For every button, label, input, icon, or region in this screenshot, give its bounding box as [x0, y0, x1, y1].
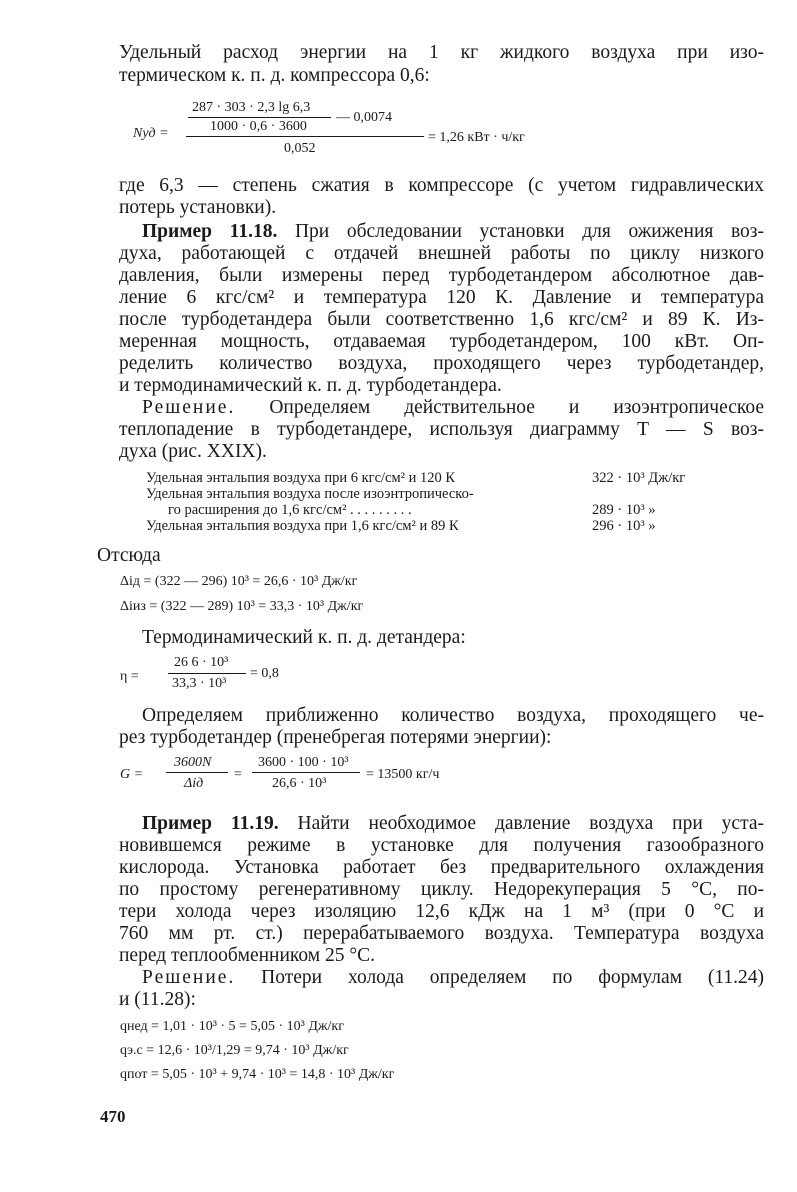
approx-line-1: Определяем приближенно количество воздуха, проходящего че-: [142, 705, 764, 726]
table-row-4-value: 296 · 10³ »: [592, 518, 656, 534]
solution-19-line-1: [142, 967, 764, 989]
table-row-1-value: 322 · 10³ Дж/кг: [592, 470, 686, 486]
g-numerator-2: 3600 · 100 · 10³: [258, 755, 349, 770]
g-fraction-bar-1: [166, 772, 228, 773]
page-number: 470: [100, 1107, 126, 1126]
solution-18-line-2: теплопадение в турбодетандере, используя диаграмму T — S воз-: [119, 419, 764, 440]
formula-nud-lhs: Nуд =: [133, 126, 169, 141]
g-lhs: G =: [120, 767, 144, 782]
g-denominator-1: Δiд: [184, 776, 204, 791]
formula-nud-outer-den: 0,052: [284, 141, 316, 156]
solution-19-line-2: и (11.28):: [119, 989, 196, 1010]
eta-result: = 0,8: [250, 666, 279, 681]
thermo-efficiency-text: Термодинамический к. п. д. детандера:: [142, 627, 466, 648]
g-denominator-2: 26,6 · 10³: [272, 776, 327, 791]
formula-nud-inner-den: 1000 · 0,6 · 3600: [210, 119, 307, 134]
example-18-line-6: меренная мощность, отдаваемая турбодетандером, 100 кВт. Оп-: [119, 331, 764, 352]
g-numerator-1: 3600N: [174, 755, 212, 770]
table-row-4-label: Удельная энтальпия воздуха при 1,6 кгс/см² и 89 К: [146, 518, 459, 534]
equation-q-ned: qнед = 1,01 · 10³ · 5 = 5,05 · 10³ Дж/кг: [120, 1019, 344, 1034]
solution-19-text-1: Потери холода определяем по формулам (11.24): [261, 967, 764, 988]
solution-19-label: Решение.: [142, 967, 236, 988]
eta-numerator: 26 6 · 10³: [174, 655, 229, 670]
formula-nud-outer-bar: [186, 136, 424, 137]
g-result: = 13500 кг/ч: [366, 767, 440, 782]
solution-18-line-1: [142, 397, 764, 419]
formula-nud-minus: — 0,0074: [336, 110, 392, 125]
example-18-line-7: ределить количество воздуха, проходящего через турбодетандер,: [119, 353, 764, 374]
example-19-text-1: Найти необходимое давление воздуха при уста-: [297, 813, 764, 834]
formula-nud-inner-num: 287 · 303 · 2,3 lg 6,3: [192, 100, 311, 115]
example-18-line-2: духа, работающей с отдачей внешней работы по циклу низкого: [119, 243, 764, 264]
table-row-3-value: 289 · 10³ »: [592, 502, 656, 518]
table-row-3-label: го расширения до 1,6 кгс/см² . . . . . . . . .: [168, 502, 412, 518]
example-18-line-5: после турбодетандера были соответственно 1,6 кгс/см² и 89 К. Из-: [119, 309, 764, 330]
solution-18-label: Решение.: [142, 397, 236, 418]
intro-line-1: Удельный расход энергии на 1 кг жидкого воздуха при изо-: [119, 42, 764, 63]
table-row-1-label: Удельная энтальпия воздуха при 6 кгс/см² и 120 К: [146, 470, 456, 486]
solution-18-line-3: духа (рис. XXIX).: [119, 441, 267, 462]
equation-delta-i-iz: Δiиз = (322 — 289) 10³ = 33,3 · 10³ Дж/кг: [120, 599, 364, 614]
approx-line-2: рез турбодетандер (пренебрегая потерями энергии):: [119, 727, 552, 748]
example-19-line-1: [142, 813, 764, 835]
formula-nud-result: = 1,26 кВт · ч/кг: [428, 130, 525, 145]
formula-nud-inner-bar: [188, 117, 331, 118]
example-19-line-7: перед теплообменником 25 °С.: [119, 945, 376, 966]
g-equals: =: [234, 767, 242, 782]
example-18-line-8: и термодинамический к. п. д. турбодетандера.: [119, 375, 502, 396]
example-18-line-1: [142, 221, 764, 243]
solution-18-text-1: Определяем действительное и изоэнтропическое: [269, 397, 765, 418]
g-fraction-bar-2: [252, 772, 360, 773]
where-line-2: потерь установки).: [119, 197, 277, 218]
equation-q-pot: qпот = 5,05 · 10³ + 9,74 · 10³ = 14,8 · 10³ Дж/кг: [120, 1067, 395, 1082]
intro-line-2: термическом к. п. д. компрессора 0,6:: [119, 65, 430, 86]
eta-fraction-bar: [168, 673, 246, 674]
example-19-line-6: 760 мм рт. ст.) перерабатываемого воздуха. Температура воздуха: [119, 923, 764, 944]
example-19-line-2: новившемся режиме в установке для получения газообразного: [119, 835, 764, 856]
example-18-title: Пример 11.18.: [142, 221, 278, 242]
example-19-line-5: тери холода через изоляцию 12,6 кДж на 1 м³ (при 0 °С и: [119, 901, 764, 922]
example-19-title: Пример 11.19.: [142, 813, 279, 834]
table-row-2-label: Удельная энтальпия воздуха после изоэнтропическо-: [146, 486, 474, 502]
example-19-line-3: кислорода. Установка работает без предварительного охлаждения: [119, 857, 764, 878]
example-18-line-3: давления, были измерены перед турбодетандером абсолютное дав-: [119, 265, 764, 286]
example-18-text-1: При обследовании установки для ожижения воз-: [294, 221, 764, 242]
equation-delta-i-d: Δiд = (322 — 296) 10³ = 26,6 · 10³ Дж/кг: [120, 574, 358, 589]
eta-lhs: η =: [120, 669, 139, 684]
hence-text: Отсюда: [97, 545, 161, 566]
where-line-1: где 6,3 — степень сжатия в компрессоре (с учетом гидравлических: [119, 175, 764, 196]
example-19-line-4: по простому регенеративному циклу. Недорекуперация 5 °С, по-: [119, 879, 764, 900]
equation-q-es: qэ.с = 12,6 · 10³/1,29 = 9,74 · 10³ Дж/кг: [120, 1043, 349, 1058]
example-18-line-4: ление 6 кгс/см² и температура 120 К. Давление и температура: [119, 287, 764, 308]
eta-denominator: 33,3 · 10³: [172, 676, 227, 691]
